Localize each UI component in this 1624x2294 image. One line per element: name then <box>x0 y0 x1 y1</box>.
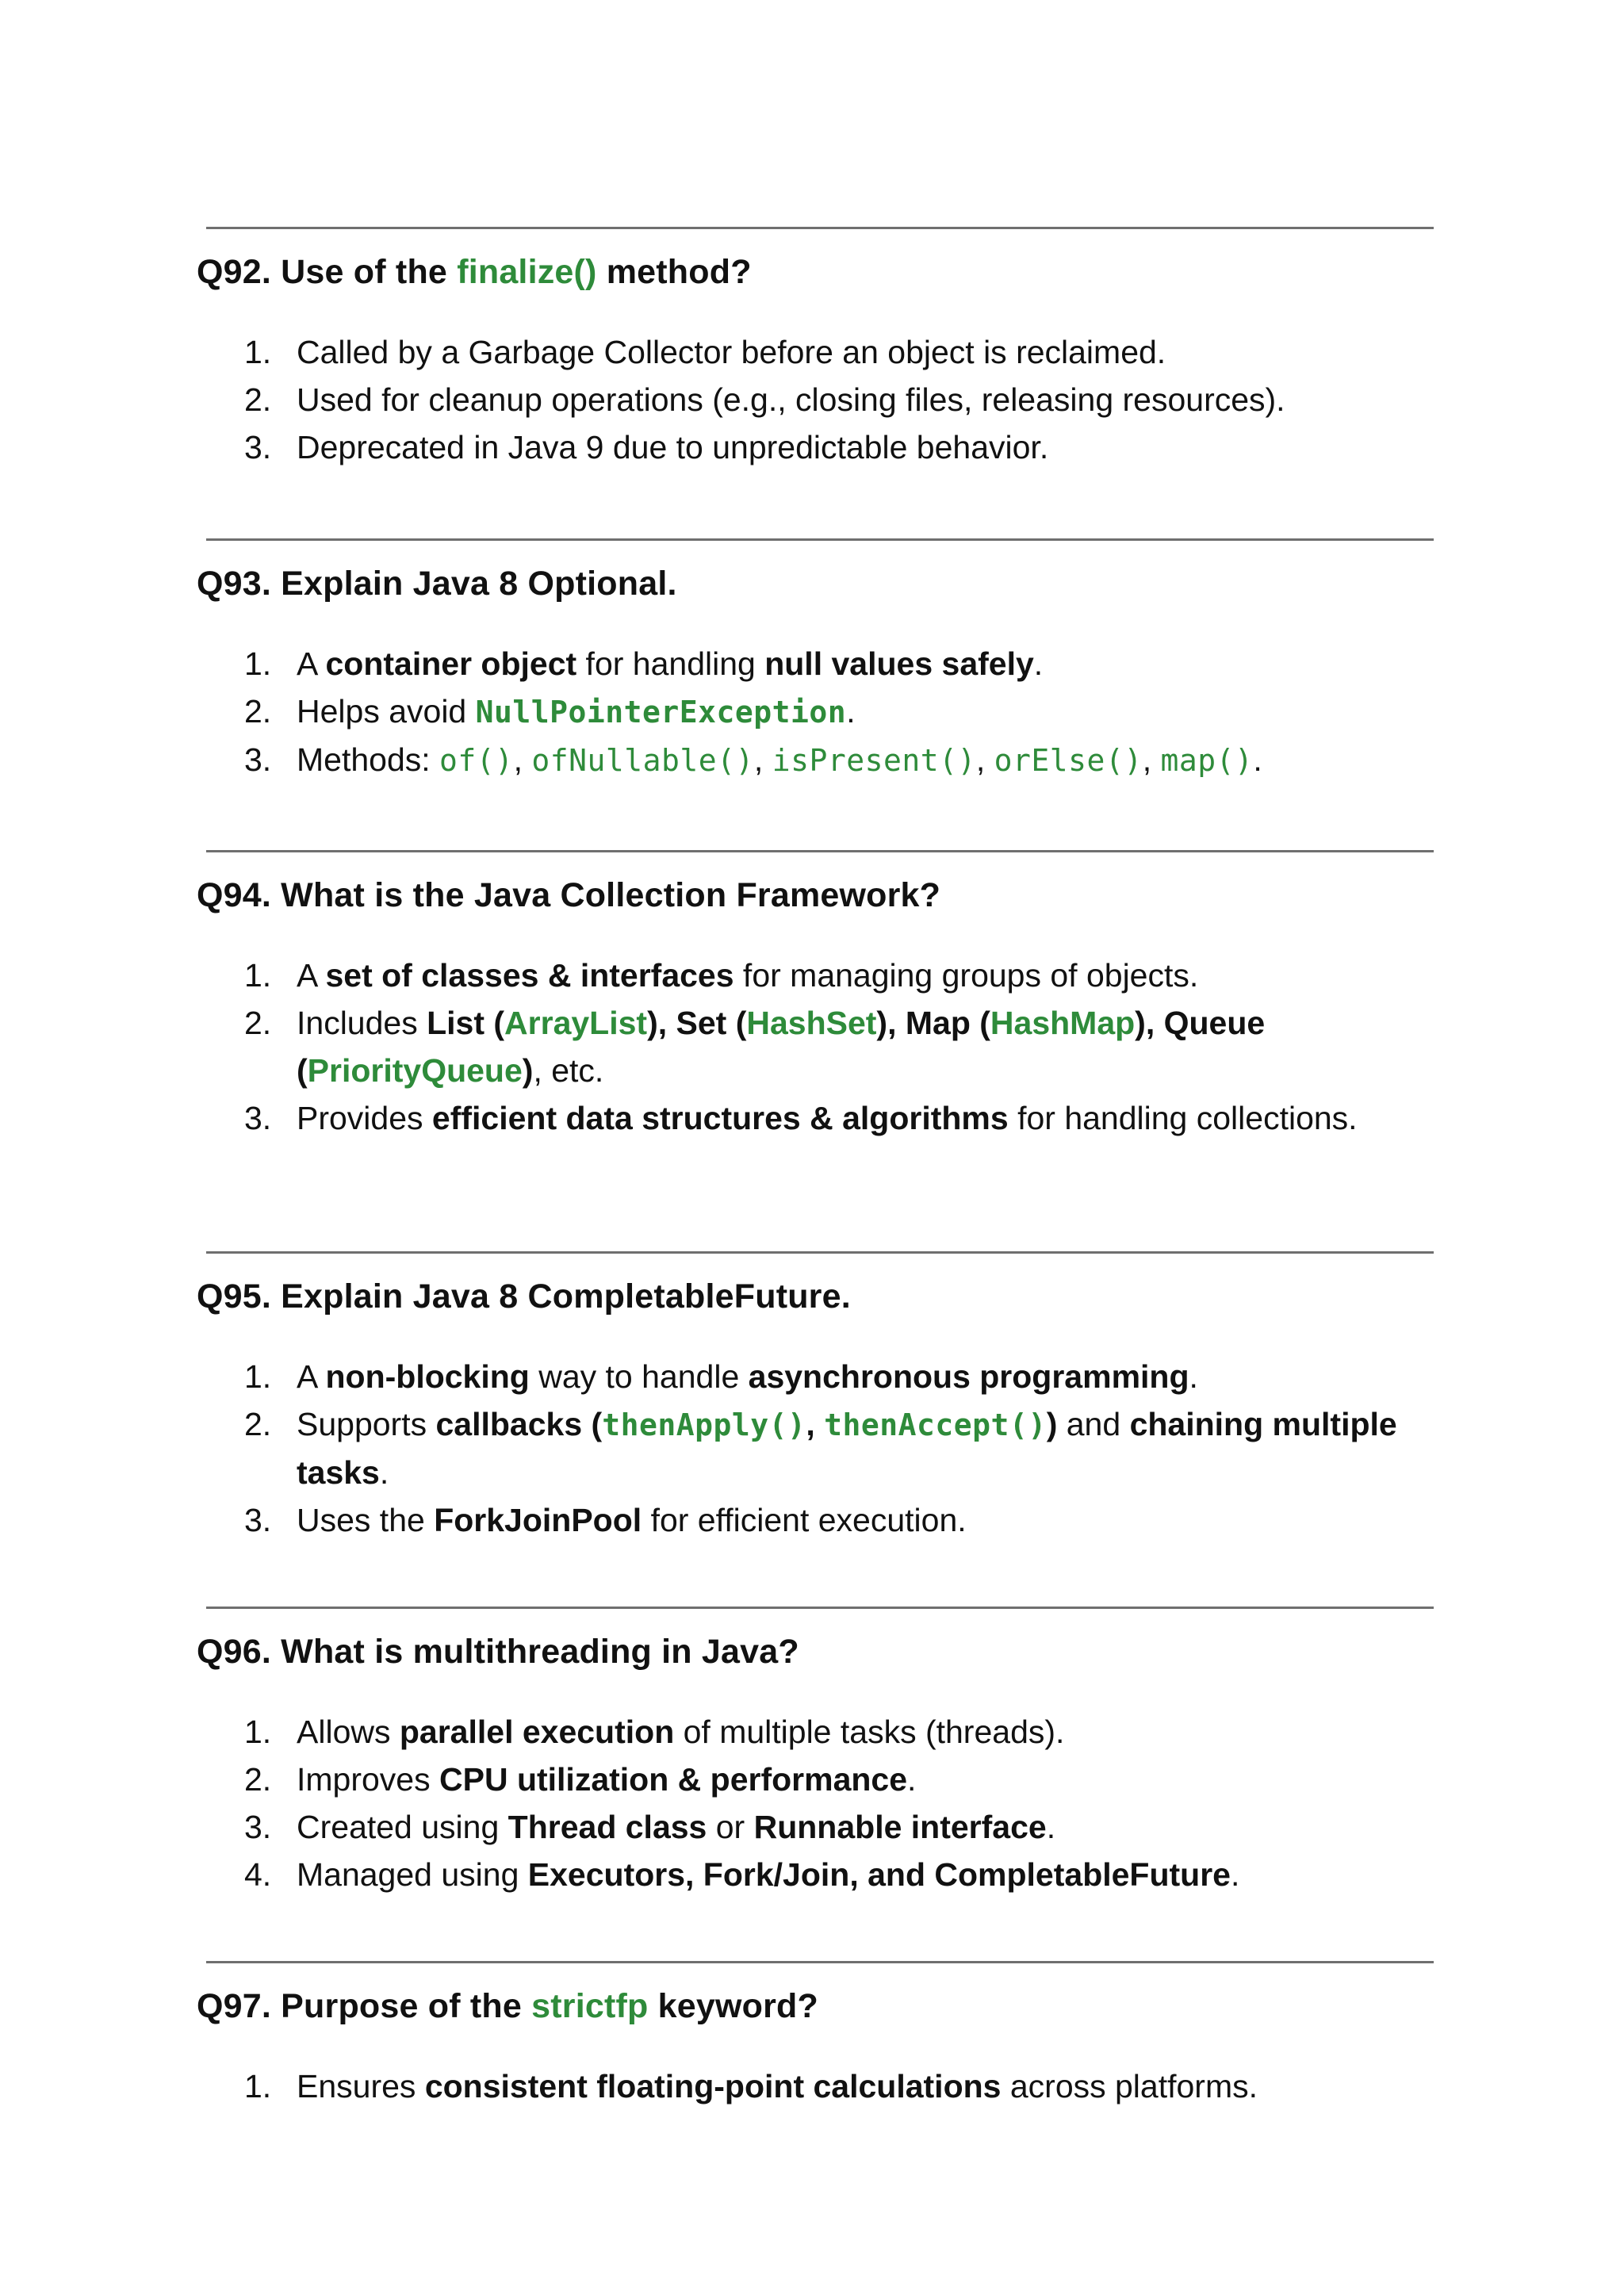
text-run: for managing groups of objects. <box>733 957 1199 994</box>
list-item <box>244 1851 1418 1898</box>
list-item <box>244 1400 1418 1496</box>
title-text: keyword? <box>648 1987 818 2025</box>
section-divider <box>206 227 1434 229</box>
list-item <box>244 1094 1418 1142</box>
list-number: 1. <box>244 1714 272 1750</box>
list-number: 3. <box>244 1502 272 1538</box>
text-run: , <box>1142 741 1161 778</box>
answer-list <box>244 1708 1418 1898</box>
list-number: 2. <box>244 693 272 730</box>
title-text: Q92. Use of the <box>197 253 458 291</box>
bold-term: ) <box>522 1052 534 1089</box>
list-item <box>244 1708 1418 1756</box>
bold-term: container object <box>325 645 577 682</box>
list-item <box>244 736 1418 784</box>
list-item <box>244 640 1418 687</box>
code-term: NullPointerException <box>475 695 847 730</box>
answer-list <box>244 640 1418 784</box>
bold-term: asynchronous programming <box>748 1358 1189 1395</box>
text-run: Managed using <box>297 1856 528 1893</box>
text-run: Allows <box>297 1714 400 1750</box>
text-run: for handling collections. <box>1008 1100 1358 1136</box>
text-run: , etc. <box>533 1052 604 1089</box>
title-text: Q97. Purpose of the <box>197 1987 532 2025</box>
list-item <box>244 1353 1418 1400</box>
answer-list <box>244 2062 1418 2110</box>
bold-term: ) <box>1046 1406 1058 1442</box>
title-text: method? <box>596 253 752 291</box>
code-term: isPresent() <box>772 743 976 778</box>
code-term: of() <box>439 743 514 778</box>
question-title: Q94. What is the Java Collection Framework? <box>197 876 941 914</box>
text-run: , <box>513 741 532 778</box>
text-run: for efficient execution. <box>642 1502 967 1538</box>
list-number: 4. <box>244 1856 272 1893</box>
code-term: thenApply() <box>602 1407 806 1442</box>
text-run: A <box>297 957 326 994</box>
list-number: 1. <box>244 2068 272 2104</box>
list-number: 1. <box>244 1358 272 1395</box>
bold-term: parallel execution <box>399 1714 675 1750</box>
bold-term: ), Queue ( <box>297 1005 1266 1089</box>
bold-term: non-blocking <box>325 1358 530 1395</box>
list-number: 3. <box>244 741 272 778</box>
list-number: 3. <box>244 1100 272 1136</box>
text-run: across platforms. <box>1001 2068 1258 2104</box>
text-run: A <box>297 1358 326 1395</box>
code-term: ofNullable() <box>531 743 754 778</box>
text-run: or <box>707 1809 754 1845</box>
text-run: , <box>975 741 994 778</box>
list-text: Used for cleanup operations (e.g., closing files, releasing resources). <box>297 381 1285 418</box>
bold-term: chaining multiple tasks <box>297 1406 1397 1491</box>
bold-term: List ( <box>427 1005 505 1041</box>
text-run: . <box>1046 1809 1056 1845</box>
text-run: Includes <box>297 1005 427 1041</box>
answer-list <box>244 1353 1418 1544</box>
list-item <box>244 328 1418 376</box>
bold-term: ), Set ( <box>647 1005 747 1041</box>
text-run: , <box>753 741 772 778</box>
bold-term: null values safely <box>764 645 1034 682</box>
question-title: Q96. What is multithreading in Java? <box>197 1633 799 1671</box>
text-run: . <box>379 1454 389 1491</box>
list-number: 1. <box>244 645 272 682</box>
bold-term: , <box>806 1406 825 1442</box>
section-divider <box>206 1251 1434 1254</box>
list-number: 3. <box>244 1809 272 1845</box>
class-name: PriorityQueue <box>307 1052 523 1089</box>
list-item <box>244 999 1418 1094</box>
answer-list <box>244 328 1418 471</box>
text-run: Created using <box>297 1809 508 1845</box>
section-divider <box>206 1961 1434 1963</box>
section-divider <box>206 538 1434 541</box>
list-item <box>244 687 1418 736</box>
text-run: Helps avoid <box>297 693 476 730</box>
question-title <box>197 1983 818 2029</box>
bold-term: ForkJoinPool <box>434 1502 642 1538</box>
text-run: . <box>1033 645 1044 682</box>
code-term: orElse() <box>994 743 1143 778</box>
list-item <box>244 2062 1418 2110</box>
bold-term: ), Map ( <box>876 1005 990 1041</box>
list-item <box>244 952 1418 999</box>
list-number: 1. <box>244 957 272 994</box>
code-term: map() <box>1160 743 1254 778</box>
bold-term: callbacks ( <box>435 1406 603 1442</box>
text-run: of multiple tasks (threads). <box>674 1714 1065 1750</box>
section-divider <box>206 1607 1434 1609</box>
list-item <box>244 1803 1418 1851</box>
bold-term: consistent floating-point calculations <box>424 2068 1002 2104</box>
text-run: Supports <box>297 1406 436 1442</box>
text-run: Uses the <box>297 1502 435 1538</box>
question-title <box>197 249 752 295</box>
list-number: 1. <box>244 334 272 370</box>
bold-term: efficient data structures & algorithms <box>431 1100 1009 1136</box>
title-keyword: finalize() <box>457 253 597 291</box>
text-run: Ensures <box>297 2068 425 2104</box>
question-title: Q93. Explain Java 8 Optional. <box>197 565 677 603</box>
list-number: 2. <box>244 1406 272 1442</box>
list-number: 3. <box>244 429 272 465</box>
text-run: Methods: <box>297 741 440 778</box>
title-keyword: strictfp <box>531 1987 649 2025</box>
class-name: HashMap <box>990 1005 1136 1041</box>
text-run: way to handle <box>529 1358 749 1395</box>
class-name: ArrayList <box>504 1005 648 1041</box>
class-name: HashSet <box>746 1005 877 1041</box>
code-term: thenAccept() <box>824 1407 1047 1442</box>
text-run: . <box>907 1761 917 1798</box>
list-item <box>244 1496 1418 1544</box>
text-run: A <box>297 645 326 682</box>
bold-term: Runnable interface <box>753 1809 1047 1845</box>
list-number: 2. <box>244 1005 272 1041</box>
list-item <box>244 423 1418 471</box>
text-run: for handling <box>576 645 765 682</box>
text-run: . <box>1189 1358 1198 1395</box>
text-run: and <box>1057 1406 1130 1442</box>
text-run: Provides <box>297 1100 432 1136</box>
bold-term: Thread class <box>508 1809 707 1845</box>
bold-term: Executors, Fork/Join, and CompletableFuture <box>527 1856 1231 1893</box>
list-text: Deprecated in Java 9 due to unpredictable behavior. <box>297 429 1049 465</box>
bold-term: set of classes & interfaces <box>325 957 734 994</box>
list-item <box>244 376 1418 423</box>
bold-term: CPU utilization & performance <box>439 1761 908 1798</box>
text-run: Improves <box>297 1761 439 1798</box>
text-run: . <box>846 693 856 730</box>
text-run: . <box>1230 1856 1240 1893</box>
list-text: Called by a Garbage Collector before an object is reclaimed. <box>297 334 1166 370</box>
question-title: Q95. Explain Java 8 CompletableFuture. <box>197 1277 851 1316</box>
list-number: 2. <box>244 381 272 418</box>
text-run: . <box>1253 741 1262 778</box>
list-number: 2. <box>244 1761 272 1798</box>
answer-list <box>244 952 1418 1142</box>
list-item <box>244 1756 1418 1803</box>
section-divider <box>206 850 1434 852</box>
